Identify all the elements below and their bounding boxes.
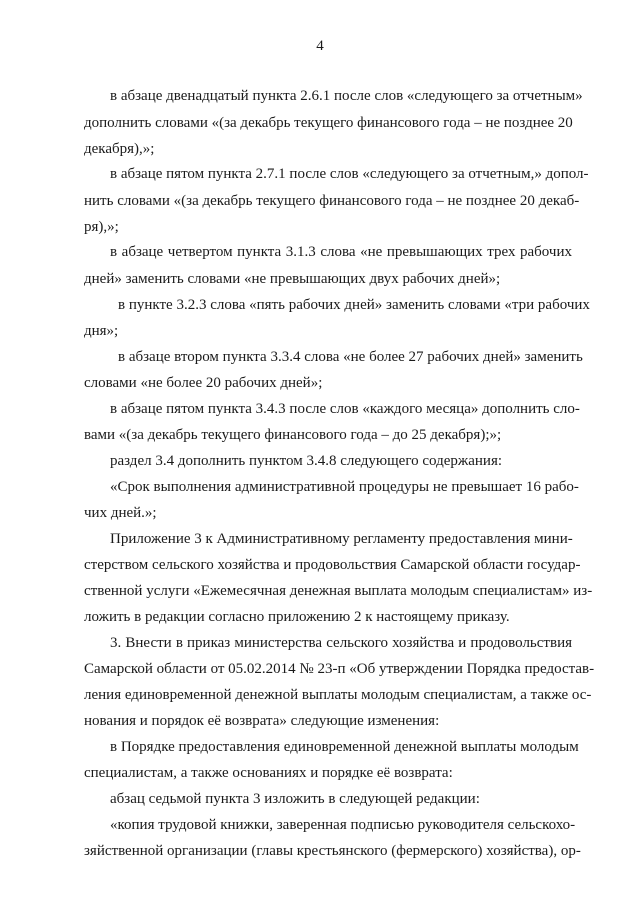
text-line: в Порядке предоставления единовременной денежной выплаты молодым (110, 739, 579, 755)
text-line: в абзаце четвертом пункта 3.1.3 слова «не превышающих трех рабочих (110, 244, 572, 260)
text-line: ственной услуги «Ежемесячная денежная выплата молодым специалистам» из- (84, 583, 593, 599)
text-line: ложить в редакции согласно приложению 2 к настоящему приказу. (84, 609, 510, 625)
text-line: словами «не более 20 рабочих дней»; (84, 375, 323, 391)
text-line: нования и порядок её возврата» следующие изменения: (84, 713, 440, 729)
text-line: чих дней.»; (84, 505, 157, 521)
text-line: Приложение 3 к Административному регламенту предоставления мини- (110, 531, 573, 547)
text-line: в абзаце пятом пункта 2.7.1 после слов «следующего за отчетным,» допол- (110, 166, 589, 182)
text-line: вами «(за декабрь текущего финансового года – до 25 декабря);»; (84, 427, 502, 443)
text-line: абзац седьмой пункта 3 изложить в следующей редакции: (110, 791, 480, 807)
text-line: дней» заменить словами «не превышающих двух рабочих дней»; (84, 271, 501, 287)
text-line: ления единовременной денежной выплаты молодым специалистам, а также ос- (84, 687, 592, 703)
text-line: дополнить словами «(за декабрь текущего финансового года – не позднее 20 (84, 115, 573, 131)
text-line: «Срок выполнения административной процедуры не превышает 16 рабо- (110, 479, 579, 495)
page-number: 4 (316, 38, 324, 54)
text-line: 3. Внести в приказ министерства сельского хозяйства и продовольствия (110, 635, 572, 651)
text-line: раздел 3.4 дополнить пунктом 3.4.8 следующего содержания: (110, 453, 503, 469)
text-line: зяйственной организации (главы крестьянского (фермерского) хозяйства), ор- (84, 843, 581, 859)
text-line: специалистам, а также основаниях и порядке её возврата: (84, 765, 453, 781)
text-line: в абзаце пятом пункта 3.4.3 после слов «каждого месяца» дополнить сло- (110, 401, 580, 417)
text-line: дня»; (84, 323, 119, 339)
text-line: «копия трудовой книжки, заверенная подписью руководителя сельскохо- (110, 817, 576, 833)
text-line: Самарской области от 05.02.2014 № 23-п «Об утверждении Порядка предостав- (84, 661, 595, 677)
text-line: ря),»; (84, 219, 119, 235)
text-line: в абзаце двенадцатый пункта 2.6.1 после слов «следующего за отчетным» (110, 88, 583, 104)
text-line: стерством сельского хозяйства и продовольствия Самарской области государ- (84, 557, 581, 573)
text-line: декабря),»; (84, 141, 155, 157)
text-line: нить словами «(за декабрь текущего финансового года – не позднее 20 декаб- (84, 193, 580, 209)
text-line: в пункте 3.2.3 слова «пять рабочих дней» заменить словами «три рабочих (118, 297, 590, 313)
text-line: в абзаце втором пункта 3.3.4 слова «не более 27 рабочих дней» заменить (118, 349, 583, 365)
